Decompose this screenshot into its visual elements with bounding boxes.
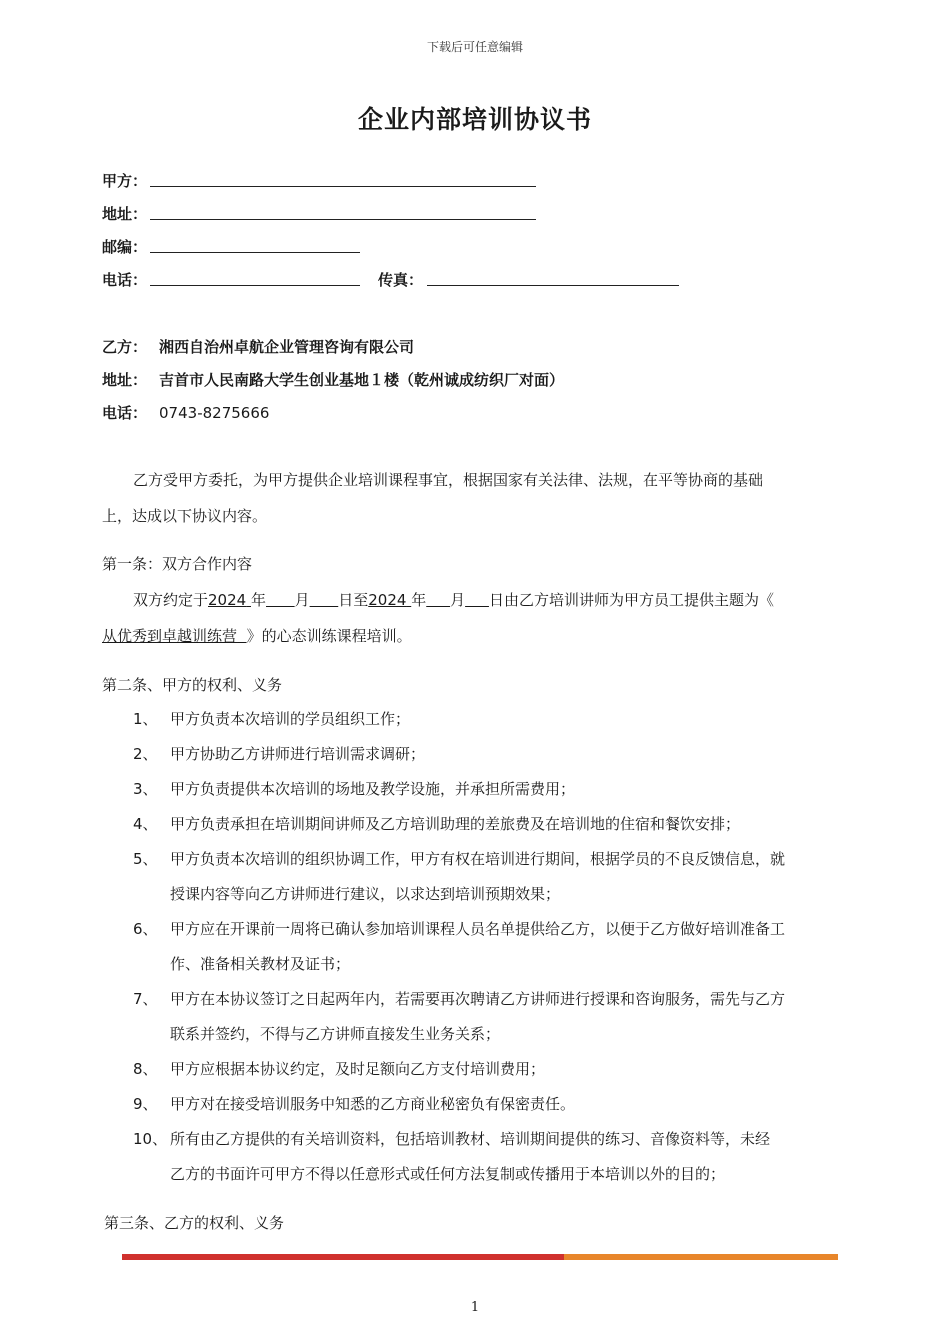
party-b-phone-row bbox=[102, 402, 269, 423]
end-year: 2024 bbox=[368, 591, 407, 609]
item-text-cont: 乙方的书面许可甲方不得以任意形式或任何方法复制或传播用于本培训以外的目的； bbox=[170, 1165, 726, 1183]
item-text: 所有由乙方提供的有关培训资料，包括培训教材、培训期间提供的练习、音像资料等，未经 bbox=[170, 1130, 771, 1148]
article-1-line-1 bbox=[133, 582, 774, 618]
item-number: 7、 bbox=[133, 990, 158, 1008]
list-item bbox=[133, 737, 858, 772]
party-a-fax-blank bbox=[427, 285, 679, 286]
intro-line-2: 上，达成以下协议内容。 bbox=[102, 507, 268, 525]
item-number: 4、 bbox=[133, 815, 158, 833]
item-text: 甲方协助乙方讲师进行培训需求调研； bbox=[170, 745, 426, 763]
document-title: 企业内部培训协议书 bbox=[357, 105, 592, 134]
list-item bbox=[133, 1122, 858, 1192]
list-item bbox=[133, 1052, 858, 1087]
article-1-text: 双方约定于 bbox=[133, 591, 209, 609]
year-char: 年 bbox=[250, 591, 266, 609]
item-text: 甲方应在开课前一周将已确认参加培训课程人员名单提供给乙方，以便于乙方做好培训准备工 bbox=[170, 920, 786, 938]
page-number: 1 bbox=[470, 1300, 480, 1315]
party-a-phone-label: 电话： bbox=[102, 271, 148, 289]
item-text: 甲方应根据本协议约定，及时足额向乙方支付培训费用； bbox=[170, 1060, 546, 1078]
party-b-address-row bbox=[102, 369, 564, 390]
list-item bbox=[133, 702, 858, 737]
article-1-heading: 第一条：双方合作内容 bbox=[102, 555, 253, 573]
party-a-fax-label: 传真： bbox=[378, 271, 424, 289]
year-char-2: 年 bbox=[411, 591, 427, 609]
item-text-cont: 联系并签约，不得与乙方讲师直接发生业务关系； bbox=[170, 1025, 501, 1043]
item-number: 8、 bbox=[133, 1060, 158, 1078]
item-number: 2、 bbox=[133, 745, 158, 763]
item-text: 甲方对在接受培训服务中知悉的乙方商业秘密负有保密责任。 bbox=[170, 1095, 576, 1113]
party-a-phone-blank bbox=[150, 285, 360, 286]
article-3-heading: 第三条、乙方的权利、义务 bbox=[104, 1214, 285, 1232]
item-number: 10、 bbox=[133, 1130, 168, 1148]
item-text: 甲方负责本次培训的学员组织工作； bbox=[170, 710, 411, 728]
item-text: 甲方负责提供本次培训的场地及教学设施，并承担所需费用； bbox=[170, 780, 576, 798]
list-item bbox=[133, 912, 858, 982]
party-b-name-row bbox=[102, 336, 414, 357]
party-b-phone-value: 0743-8275666 bbox=[159, 404, 270, 422]
month-char: 月 bbox=[294, 591, 310, 609]
item-text: 甲方负责本次培训的组织协调工作，甲方有权在培训进行期间，根据学员的不良反馈信息，就 bbox=[170, 850, 786, 868]
party-b-address-label: 地址： bbox=[102, 371, 148, 389]
item-text-cont: 授课内容等向乙方讲师进行建议，以求达到培训预期效果； bbox=[170, 885, 561, 903]
party-a-address-blank bbox=[150, 219, 536, 220]
item-number: 3、 bbox=[133, 780, 158, 798]
party-b-name-label: 乙方： bbox=[102, 338, 148, 356]
article-1-line-2 bbox=[102, 618, 412, 654]
intro-line-1: 乙方受甲方委托，为甲方提供企业培训课程事宜，根据国家有关法律、法规，在平等协商的基础 bbox=[133, 471, 764, 489]
party-b-name-value: 湘西自治州卓航企业管理咨询有限公司 bbox=[159, 338, 415, 356]
list-item bbox=[133, 807, 858, 842]
party-b-phone-label: 电话： bbox=[102, 404, 148, 422]
item-number: 1、 bbox=[133, 710, 158, 728]
start-year: 2024 bbox=[208, 591, 247, 609]
party-a-name-blank bbox=[150, 186, 536, 187]
party-a-postcode-label: 邮编： bbox=[102, 238, 148, 256]
list-item bbox=[133, 842, 858, 912]
party-a-address-label: 地址： bbox=[102, 205, 148, 223]
day-to-text: 日至 bbox=[338, 591, 369, 609]
party-a-postcode-blank bbox=[150, 252, 360, 253]
item-number: 9、 bbox=[133, 1095, 158, 1113]
item-number: 5、 bbox=[133, 850, 158, 868]
footer-bar-left bbox=[122, 1254, 564, 1260]
article-1-tail: 日由乙方培训讲师为甲方员工提供主题为《 bbox=[488, 591, 774, 609]
article-1-end: 》的心态训练课程培训。 bbox=[246, 627, 412, 645]
list-item bbox=[133, 1087, 858, 1122]
item-text-cont: 作、准备相关教材及证书； bbox=[170, 955, 351, 973]
footer-bar-right bbox=[564, 1254, 838, 1260]
month-char-2: 月 bbox=[450, 591, 466, 609]
article-2-heading: 第二条、甲方的权利、义务 bbox=[102, 676, 283, 694]
header-note: 下载后可任意编辑 bbox=[426, 40, 523, 54]
party-b-address-value: 吉首市人民南路大学生创业基地１楼（乾州诚成纺织厂对面） bbox=[159, 371, 565, 389]
list-item bbox=[133, 982, 858, 1052]
item-text: 甲方负责承担在培训期间讲师及乙方培训助理的差旅费及在培训地的住宿和餐饮安排； bbox=[170, 815, 741, 833]
party-a-name-label: 甲方： bbox=[102, 172, 148, 190]
item-text: 甲方在本协议签订之日起两年内，若需要再次聘请乙方讲师进行授课和咨询服务，需先与乙方 bbox=[170, 990, 786, 1008]
list-item bbox=[133, 772, 858, 807]
course-topic: 从优秀到卓越训练营 bbox=[102, 627, 238, 645]
item-number: 6、 bbox=[133, 920, 158, 938]
